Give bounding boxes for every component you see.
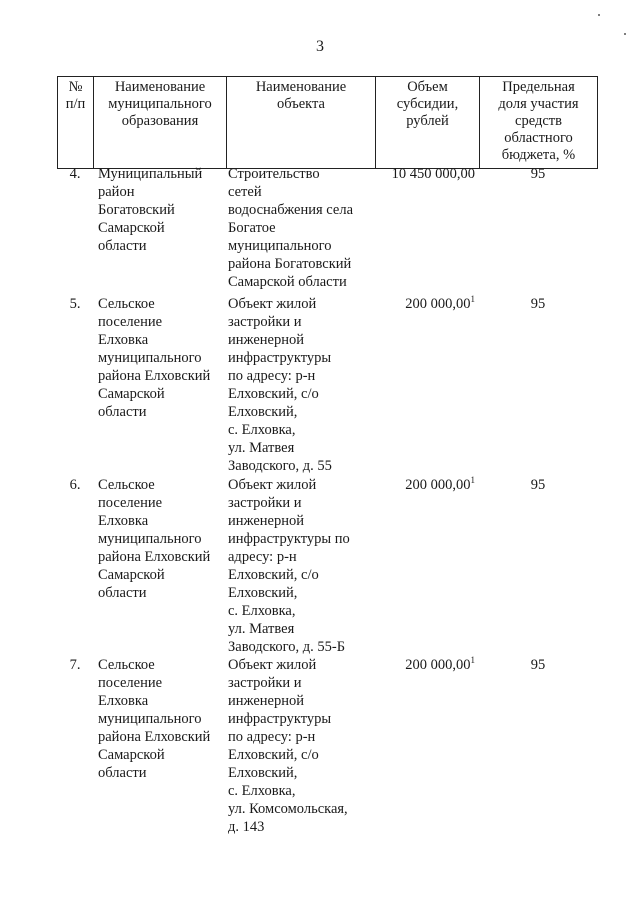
scan-speck: [598, 14, 600, 16]
header-subsidy-amount: Объем субсидии, рублей: [376, 77, 480, 169]
row-number: 4.: [69, 166, 81, 182]
row-object: Объект жилой застройки и инженерной инфраструктуры по адресу: р-н Елховский, с/о Елховский, с. Елховка, ул. Комсомольская, д. 143: [228, 657, 348, 835]
row-footnote: 1: [470, 294, 475, 305]
row-amount: 10 450 000,00: [391, 166, 475, 182]
row-object: Объект жилой застройки и инженерной инфраструктуры по адресу: р-н Елховский, с/о Елховский, с. Елховка, ул. Матвея Заводского, д. 55: [228, 296, 332, 474]
row-municipality: Сельское поселение Елховка муниципального района Елховский Самарской области: [98, 657, 211, 781]
row-amount-cell: [375, 295, 475, 313]
row-object: Объект жилой застройки и инженерной инфраструктуры по адресу: р-н Елховский, с/о Елховский, с. Елховка, ул. Матвея Заводского, д. 55-Б: [228, 477, 350, 655]
header-municipality: Наименование муниципального образования: [94, 77, 227, 169]
row-share: 95: [530, 166, 546, 182]
row-amount: 200 000,00: [405, 477, 471, 493]
header-budget-share: Предельная доля участия средств областного бюджета, %: [480, 77, 598, 169]
header-object: Наименование объекта: [227, 77, 376, 169]
table-header: [57, 76, 598, 169]
row-amount-cell: [375, 656, 475, 674]
row-amount: 200 000,00: [405, 296, 471, 312]
header-number: № п/п: [58, 77, 94, 169]
row-municipality: Сельское поселение Елховка муниципального района Елховский Самарской области: [98, 477, 211, 601]
row-number: 7.: [69, 657, 81, 673]
row-number: 5.: [69, 296, 81, 312]
row-share: 95: [530, 657, 546, 673]
row-municipality: Сельское поселение Елховка муниципального района Елховский Самарской области: [98, 296, 211, 420]
row-share: 95: [530, 296, 546, 312]
row-municipality: Муниципальный район Богатовский Самарской области: [98, 166, 203, 254]
row-share: 95: [530, 477, 546, 493]
scan-speck: [624, 33, 626, 35]
row-amount-cell: [375, 165, 475, 183]
row-amount-cell: [375, 476, 475, 494]
row-number: 6.: [69, 477, 81, 493]
page-number: 3: [316, 38, 324, 55]
row-footnote: 1: [470, 655, 475, 666]
row-amount: 200 000,00: [405, 657, 471, 673]
row-footnote: 1: [470, 475, 475, 486]
row-object: Строительство сетей водоснабжения села Богатое муниципального района Богатовский Самарской области: [228, 166, 354, 290]
